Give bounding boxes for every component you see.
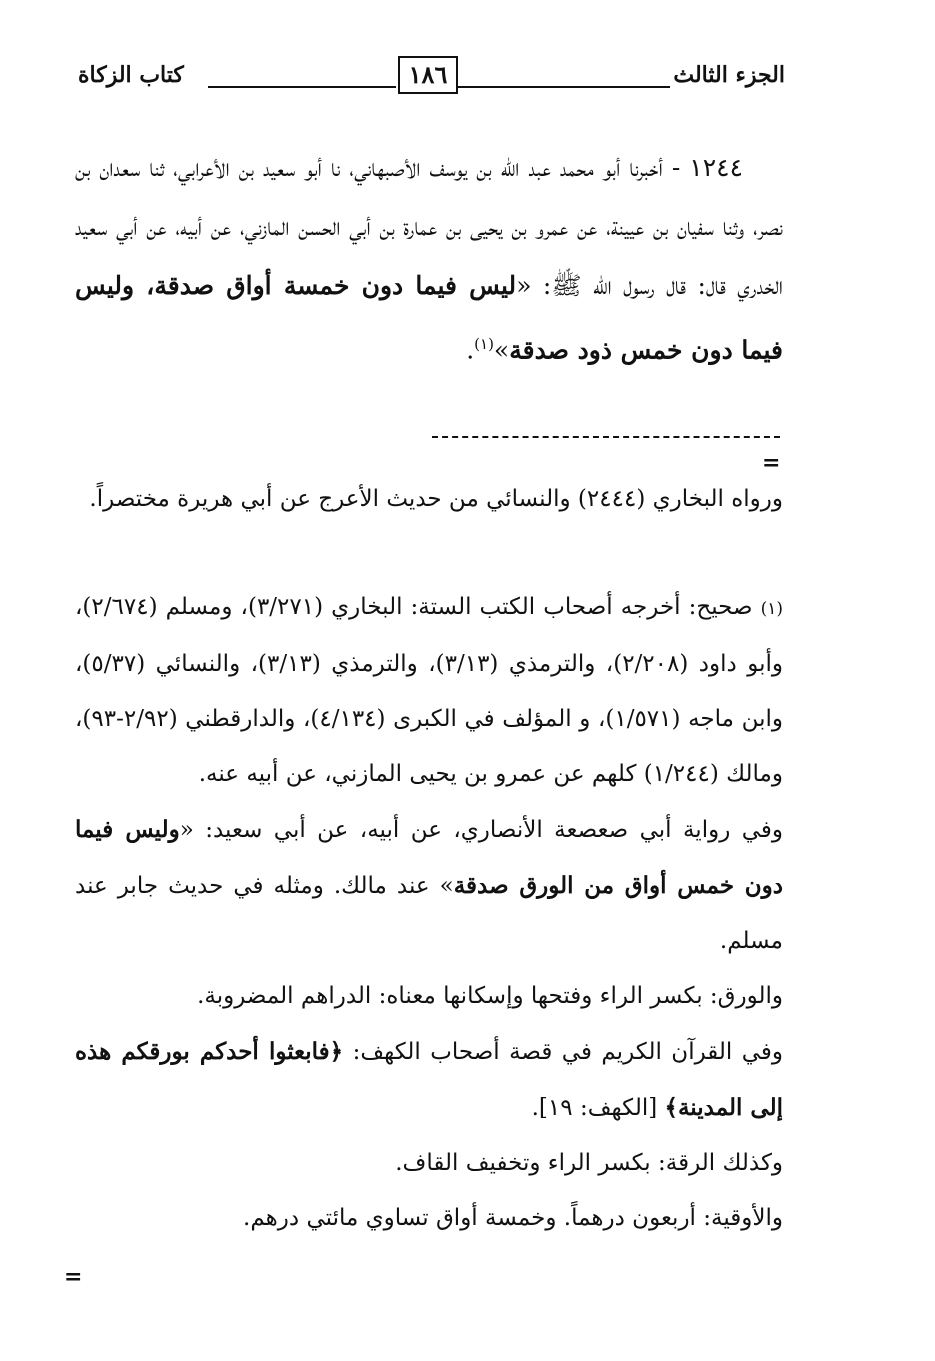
volume-title: الجزء الثالث [673,62,785,88]
hadith-text [75,138,783,379]
footnote-takhrij: صحيح: أخرجه أصحاب الكتب الستة: البخاري (٣/٢٧١)، ومسلم (٢/٦٧٤)، وأبو داود (٢/٢٠٨)، والترمذي (٣/١٣)، والترمذي (٣/١٣)، والنسائي (٥/٣٧)، وابن ماجه (١/٥٧١)، و المؤلف في الكبرى (٤/١٣٤)، والدارقطني (٢/٩٢-٩٣)، ومالك (١/٢٤٤) كلهم عن عمرو بن يحيى المازني، عن أبيه عنه. [75,594,783,787]
hadith-quote-close: » [493,335,510,365]
footnote-continuation: ورواه البخاري (٢٤٤٤) والنسائي من حديث الأعرج عن أبي هريرة مختصراً. [89,486,783,512]
footnote-wariq: والورق: بكسر الراء وفتحها وإسكانها معناه: الدراهم المضروبة. [197,983,783,1009]
footnotes [75,580,783,1246]
footnote-quran [75,1024,783,1136]
dashed-separator [432,436,780,438]
footnote-marker: (١) [760,599,784,619]
riwaya-quote: وليس فيما دون خمس أواق من الورق صدقة [75,816,783,899]
hadith-isnad: ١٢٤٤ - أخبرنا أبو محمد عبد الله بن يوسف الأصبهاني، نا أبو سعيد بن الأعرابي، ثنا سعدان بن نصر، وثنا سفيان بن عيينة، عن عمرو بن يحيى بن عمارة بن أبي الحسن المازني، عن أبيه، عن أبي سعيد الخدري قال: قال رسول الله ﷺ: « [75,153,783,300]
footnote-reference: (١) [474,335,494,353]
book-title: كتاب الزكاة [78,62,184,88]
header-rule-left [208,86,396,88]
riwaya-intro: وفي رواية أبي صعصعة الأنصاري، عن أبيه، عن أبي سعيد: « [179,817,783,843]
hadith-matn: ليس فيما دون خمسة أواق صدقة، وليس فيما دون خمس ذود صدقة [75,271,783,365]
quran-verse: ﴿فابعثوا أحدكم بورقكم هذه إلى المدينة﴾ [75,1038,783,1121]
hadith-end: . [466,335,475,365]
header-rule-right [458,86,670,88]
footnote-uqiya: والأوقية: أربعون درهماً. وخمسة أواق تساوي مائتي درهم. [243,1205,783,1231]
hadith-paragraph [75,138,783,379]
quran-intro: وفي القرآن الكريم في قصة أصحاب الكهف: [343,1039,784,1065]
footnote-riwaya [75,802,783,969]
page-number-box: ١٨٦ [398,56,458,94]
continuation-mark-bottom: = [64,1264,83,1290]
continuation-mark: = [762,450,781,476]
quran-reference: [الكهف: ١٩]. [531,1095,665,1121]
riwaya-rest: » عند مالك. ومثله في حديث جابر عند مسلم. [75,873,783,954]
footnote-1 [75,580,783,802]
footnote-riqa: وكذلك الرقة: بكسر الراء وتخفيف القاف. [395,1150,783,1176]
